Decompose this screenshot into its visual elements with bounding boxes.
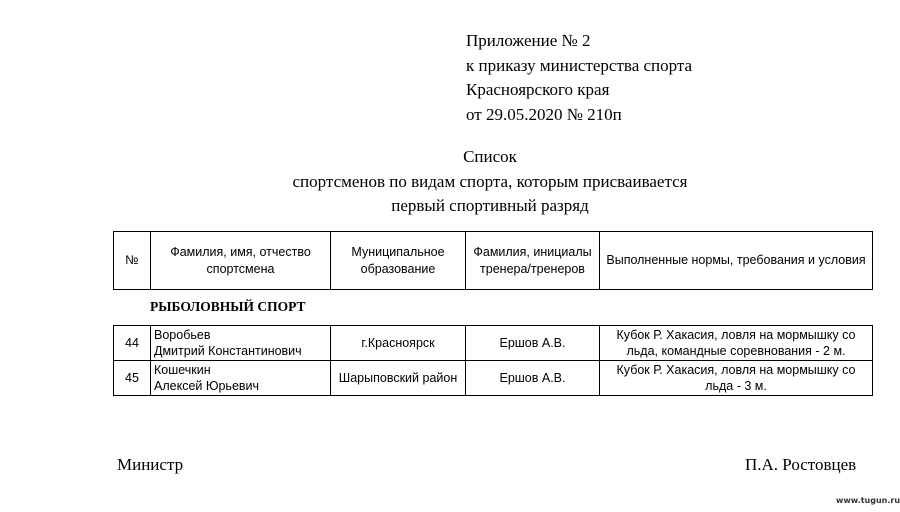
municipality-cell: г.Красноярск: [331, 326, 466, 361]
coach-cell: Ершов А.В.: [466, 326, 600, 361]
municipality-cell: Шарыповский район: [331, 361, 466, 396]
header-cell-number: №: [114, 232, 151, 290]
athlete-surname: Кошечкин: [154, 363, 211, 377]
section-title: РЫБОЛОВНЫЙ СПОРТ: [150, 299, 306, 314]
result-cell: Кубок Р. Хакасия, ловля на мормышку со льда, командные соревнования - 2 м.: [600, 326, 873, 361]
header-cell-athlete: Фамилия, имя, отчество спортсмена: [151, 232, 331, 290]
appendix-line: Приложение № 2: [466, 31, 591, 50]
result-cell: Кубок Р. Хакасия, ловля на мормышку со льда - 3 м.: [600, 361, 873, 396]
document-title: [200, 145, 780, 219]
athletes-table: [113, 325, 873, 396]
header-cell-result: Выполненные нормы, требования и условия: [600, 232, 873, 290]
appendix-block: [466, 29, 692, 127]
row-number: 45: [114, 361, 151, 396]
row-number: 44: [114, 326, 151, 361]
appendix-line: к приказу министерства спорта: [466, 55, 693, 75]
table-row: [114, 361, 873, 396]
athlete-surname: Воробьев: [154, 328, 211, 342]
title-line: первый спортивный разряд: [391, 196, 589, 215]
appendix-line: от 29.05.2020 № 210п: [466, 104, 622, 124]
title-line: Список: [463, 147, 517, 166]
signature-position: Министр: [117, 455, 184, 474]
table-row: [114, 326, 873, 361]
appendix-line: Красноярского края: [466, 80, 610, 99]
title-line: спортсменов по видам спорта, которым присваивается: [292, 171, 688, 191]
table-header: [113, 231, 873, 290]
athlete-name: [151, 326, 331, 361]
header-cell-coach: Фамилия, инициалы тренера/тренеров: [466, 232, 600, 290]
coach-cell: Ершов А.В.: [466, 361, 600, 396]
athlete-given-name: Алексей Юрьевич: [154, 379, 260, 393]
signature-name: П.А. Ростовцев: [745, 455, 857, 474]
watermark: www.tugun.ru: [836, 496, 900, 505]
athlete-given-name: Дмитрий Константинович: [154, 344, 302, 358]
header-cell-municipality: Муниципальное образование: [331, 232, 466, 290]
athlete-name: [151, 361, 331, 396]
